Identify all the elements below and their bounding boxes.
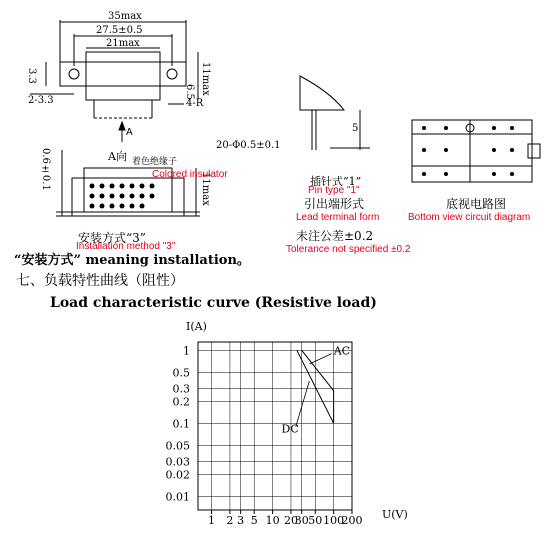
series-label-dc: DC [281, 422, 299, 436]
dim-pin-diameter: 20-Φ0.5±0.1 [216, 140, 281, 151]
y-tick-label: 0.5 [172, 366, 190, 380]
y-tick-label: 0.05 [165, 439, 190, 453]
view-a-label: A向 [108, 150, 127, 163]
y-axis-label: I(A) [186, 320, 207, 333]
meaning-line: “安装方式” meaning installation。 [14, 253, 250, 268]
tolerance-cn: 未注公差±0.2 [296, 229, 374, 243]
dim-hole: 2-3.3 [28, 95, 54, 106]
dc-leader [296, 381, 310, 427]
bottom-view-cn: 底视电路图 [446, 197, 507, 211]
install-method-cn: 安装方式“3” [78, 231, 146, 245]
x-tick-label: 5 [250, 514, 258, 527]
ac-leader [309, 354, 331, 364]
x-tick-label: 30 [294, 514, 309, 527]
colored-insulator-en: Colored insulator [152, 169, 228, 180]
dim-pin-length: 5 [352, 123, 359, 134]
x-tick-label: 3 [237, 514, 245, 527]
y-tick-label: 0.2 [172, 395, 190, 409]
dim-left-height: 3.3 [26, 68, 37, 84]
dim-pitch: 27.5±0.5 [96, 25, 143, 36]
lead-form-en: Lead terminal form [296, 212, 380, 223]
chart-heading: Load characteristic curve (Resistive load) [50, 295, 377, 311]
y-tick-label: 0.03 [165, 455, 190, 469]
pin-type-cn: 插针式“1” [310, 175, 362, 188]
bottom-view-en: Bottom view circuit diagram [408, 212, 531, 223]
x-tick-label: 50 [308, 514, 323, 527]
dim-right-height: 11max [200, 62, 211, 96]
dim-left-side: 0.6±0.1 [40, 148, 51, 191]
plot-frame [198, 342, 352, 510]
dim-overall-width: 35max [108, 11, 142, 22]
x-tick-label: 10 [265, 514, 280, 527]
install-method-en: Installation method "3" [76, 241, 176, 252]
x-axis-label: U(V) [382, 508, 408, 521]
y-tick-label: 0.02 [165, 468, 190, 482]
dim-ear-height: 6.5 [184, 84, 195, 100]
x-tick-label: 2 [226, 514, 234, 527]
x-tick-label: 1 [208, 514, 216, 527]
series-label-ac: AC [333, 344, 351, 358]
x-tick-label: 200 [341, 514, 363, 527]
dim-body-width: 21max [106, 38, 140, 49]
pin-type-en: Pin type "1" [308, 185, 360, 196]
section-heading: 七、负载特性曲线（阻性） [16, 273, 184, 289]
y-tick-label: 0.1 [172, 417, 190, 431]
dim-radius: 4-R [186, 98, 204, 109]
y-tick-label: 1 [183, 344, 190, 358]
tolerance-en: Tolerance not specified ±0.2 [286, 244, 411, 255]
series-line-ac [302, 350, 334, 423]
y-tick-label: 0.01 [165, 490, 190, 504]
colored-insulator-cn: 着色绝缘子 [132, 157, 178, 167]
lead-form-cn: 引出端形式 [304, 197, 365, 211]
view-arrow-label: A [126, 127, 133, 138]
y-tick-label: 0.3 [172, 382, 190, 396]
x-tick-label: 20 [283, 514, 298, 527]
dim-view-height: 11max [200, 172, 211, 206]
x-tick-label: 100 [323, 514, 345, 527]
